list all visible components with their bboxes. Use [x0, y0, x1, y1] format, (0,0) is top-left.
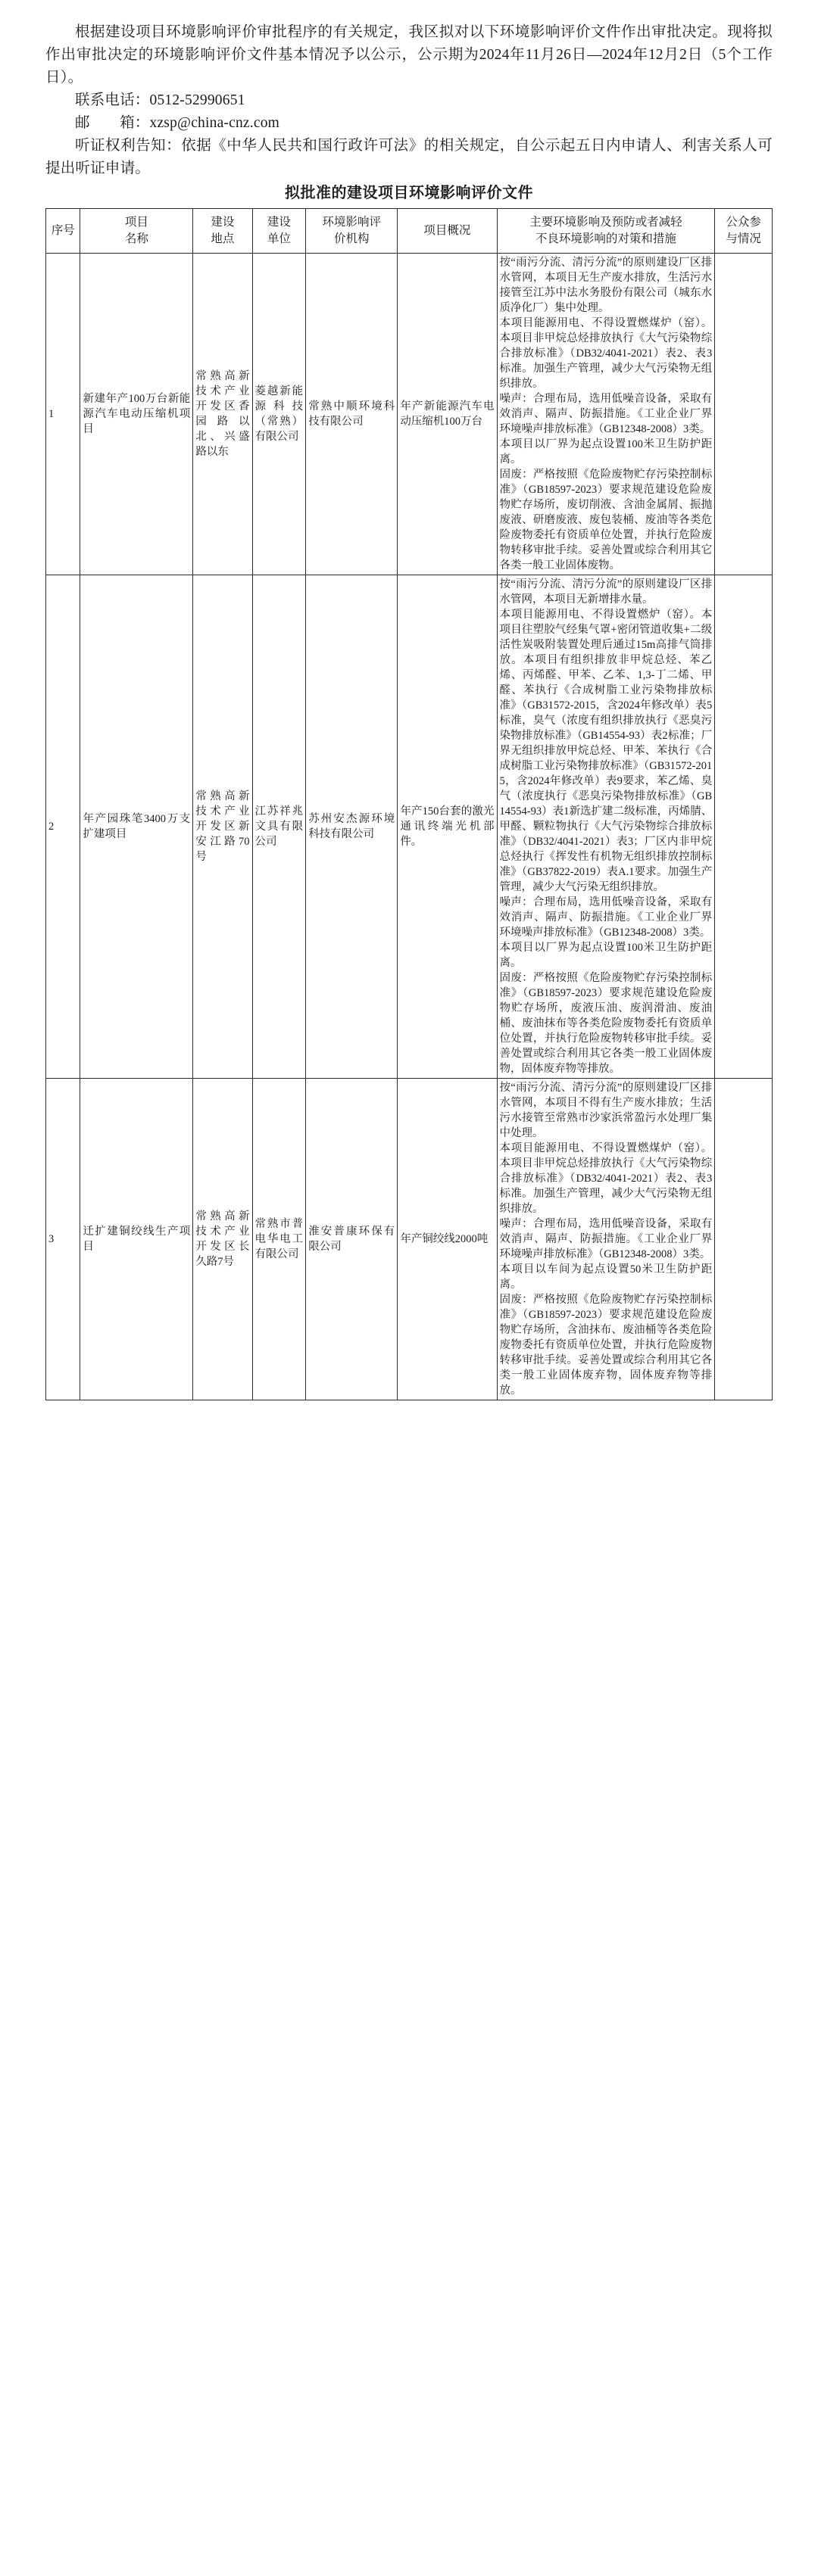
eia-approval-table [45, 208, 773, 1400]
table-body [46, 254, 773, 1400]
header-location: 建设 地点 [193, 209, 252, 254]
cell-name: 新建年产100万台新能源汽车电动压缩机项目 [80, 254, 193, 575]
measure-paragraph: 噪声：合理布局，选用低噪音设备，采取有效消声、隔声、防振措施。《工业企业厂界环境噪声排放标准》（GB12348-2008）3类。 [499, 393, 713, 435]
header-measures: 主要环境影响及预防或者减轻 不良环境影响的对策和措施 [497, 209, 715, 254]
header-brief: 项目概况 [398, 209, 497, 254]
measure-paragraph: 固废：严格按照《危险废物贮存污染控制标准》（GB18597-2023）要求规范建设危险废物贮存场所，废切削液、含油金属屑、振抛废液、研磨废液、废包装桶、废油等各类危险废物委托有资质单位处置，并执行危险废物转移审批手续。妥善处置或综合利用其它各类一般工业固体废物。 [499, 469, 713, 572]
cell-seq: 1 [46, 254, 80, 575]
cell-org: 苏州安杰源环境科技有限公司 [306, 575, 398, 1079]
header-seq: 序号 [46, 209, 80, 254]
measure-paragraph: 按“雨污分流、清污分流”的原则建设厂区排水管网，本项目无新增排水量。 [499, 578, 713, 606]
cell-unit: 菱越新能源科技（常熟）有限公司 [252, 254, 306, 575]
table-row [46, 575, 773, 1079]
intro-paragraph-1: 根据建设项目环境影响评价审批程序的有关规定，我区拟对以下环境影响评价文件作出审批决定。现将拟作出审批决定的环境影响评价文件基本情况予以公示，公示期为2024年11月26日—2024年12月2日（5个工作日）。 [45, 24, 773, 86]
measure-paragraph: 噪声：合理布局，选用低噪音设备，采取有效消声、隔声、防振措施。《工业企业厂界环境噪声排放标准》（GB12348-2008）3类。 [499, 1218, 713, 1260]
table-title: 拟批准的建设项目环境影响评价文件 [285, 185, 533, 201]
cell-public [715, 254, 773, 575]
header-name: 项目 名称 [80, 209, 193, 254]
measure-paragraph: 固废：严格按照《危险废物贮存污染控制标准》（GB18597-2023）要求规范建设危险废物贮存场所，含油抹布、废油桶等各类危险废物委托有资质单位处置，并执行危险废物转移审批手续。妥善处置或综合利用其它各类一般工业固体废弃物，固体废弃物等排放。 [499, 1294, 713, 1397]
cell-measures [497, 575, 715, 1079]
contact-email-line: 邮 箱：xzsp@china-cnz.com [75, 115, 280, 131]
measure-paragraph: 本项目以厂界为起点设置100米卫生防护距离。 [499, 438, 713, 466]
cell-org: 淮安普康环保有限公司 [306, 1079, 398, 1400]
cell-measures [497, 1079, 715, 1400]
cell-brief: 年产铜绞线2000吨 [398, 1079, 497, 1400]
measure-paragraph: 本项目能源用电、不得设置燃炉（窑）。本项目往塑胶气经集气罩+密闭管道收集+二级活性炭吸附装置处理后通过15m高排气筒排放。本项目有组织排放非甲烷总烃、苯乙烯、丙烯醛、甲苯、乙苯、1,3-丁二烯、甲醛、苯执行《合成树脂工业污染物排放标准》（GB31572-2015，含2024年修改单）表5标准，臭气（浓度有组织排放执行《恶臭污染物排放标准》（GB14554-93）表2标准；厂界无组织排放甲烷总烃、甲苯、苯执行《合成树脂工业污染物排放标准》（GB31572-2015，含2024年修改单）表9要求，苯乙烯、臭气（浓度执行《恶臭污染物排放标准》（GB14554-93）表1新选扩建二级标准，丙烯腈、甲醛、颗粒物执行《大气污染物综合排放标准》（DB32/4041-2021）表3；厂区内非甲烷总烃执行《挥发性有机物无组织排放控制标准》（GB37822-2019）表A.1要求。加强生产管理，减少大气污染无组织排放。 [499, 609, 713, 893]
header-org: 环境影响评 价机构 [306, 209, 398, 254]
measure-paragraph: 固废：严格按照《危险废物贮存污染控制标准》（GB18597-2023）要求规范建设危险废物贮存场所，废液压油、废润滑油、废油桶、废油抹布等各类危险废物委托有资质单位处置，并执行危险废物转移审批手续。妥善处置或综合利用其它各类一般工业固体废物，固体废弃物等排放。 [499, 972, 713, 1075]
measure-paragraph: 本项目以车间为起点设置50米卫生防护距离。 [499, 1263, 713, 1291]
contact-phone-line: 联系电话：0512-52990651 [75, 92, 245, 108]
cell-public [715, 1079, 773, 1400]
measure-paragraph: 按“雨污分流、清污分流”的原则建设厂区排水管网，本项目不得有生产废水排放；生活污水接管至常熟市沙家浜常盈污水处理厂集中处理。 [499, 1082, 713, 1139]
cell-unit: 常熟市普电华电工有限公司 [252, 1079, 306, 1400]
cell-seq: 3 [46, 1079, 80, 1400]
header-unit: 建设 单位 [252, 209, 306, 254]
header-public: 公众参 与情况 [715, 209, 773, 254]
cell-public [715, 575, 773, 1079]
cell-seq: 2 [46, 575, 80, 1079]
cell-name: 年产园珠笔3400万支扩建项目 [80, 575, 193, 1079]
table-header-row [46, 209, 773, 254]
cell-location: 常熟高新技术产业开发区长久路7号 [193, 1079, 252, 1400]
cell-location: 常熟高新技术产业开发区香园路以北、兴盛路以东 [193, 254, 252, 575]
cell-location: 常熟高新技术产业开发区新安江路70号 [193, 575, 252, 1079]
table-row [46, 254, 773, 575]
table-row [46, 1079, 773, 1400]
cell-measures [497, 254, 715, 575]
measure-paragraph: 本项目以厂界为起点设置100米卫生防护距离。 [499, 942, 713, 969]
measure-paragraph: 按“雨污分流、清污分流”的原则建设厂区排水管网，本项目无生产废水排放，生活污水接管至江苏中法水务股份有限公司（城东水质净化厂）集中处理。 [499, 257, 713, 314]
measure-paragraph: 噪声：合理布局，选用低噪音设备，采取有效消声、隔声、防振措施。《工业企业厂界环境噪声排放标准》（GB12348-2008）3类。 [499, 896, 713, 939]
intro-paragraph-2: 听证权利告知：依据《中华人民共和国行政许可法》的相关规定，自公示起五日内申请人、利害关系人可提出听证申请。 [45, 138, 773, 176]
cell-brief: 年产150台套的激光通讯终端光机部件。 [398, 575, 497, 1079]
measure-paragraph: 本项目能源用电、不得设置燃煤炉（窑）。本项目非甲烷总烃排放执行《大气污染物综合排放标准》（DB32/4041-2021）表2、表3标准。加强生产管理，减少大气污染物无组织排放。 [499, 317, 713, 390]
cell-name: 迁扩建铜绞线生产项目 [80, 1079, 193, 1400]
measure-paragraph: 本项目能源用电、不得设置燃煤炉（窑）。本项目非甲烷总烃排放执行《大气污染物综合排放标准》（DB32/4041-2021）表2、表3标准。加强生产管理，减少大气污染物无组织排放。 [499, 1142, 713, 1215]
cell-org: 常熟中顺环境科技有限公司 [306, 254, 398, 575]
cell-brief: 年产新能源汽车电动压缩机100万台 [398, 254, 497, 575]
intro-block [45, 21, 773, 180]
cell-unit: 江苏祥兆文具有限公司 [252, 575, 306, 1079]
